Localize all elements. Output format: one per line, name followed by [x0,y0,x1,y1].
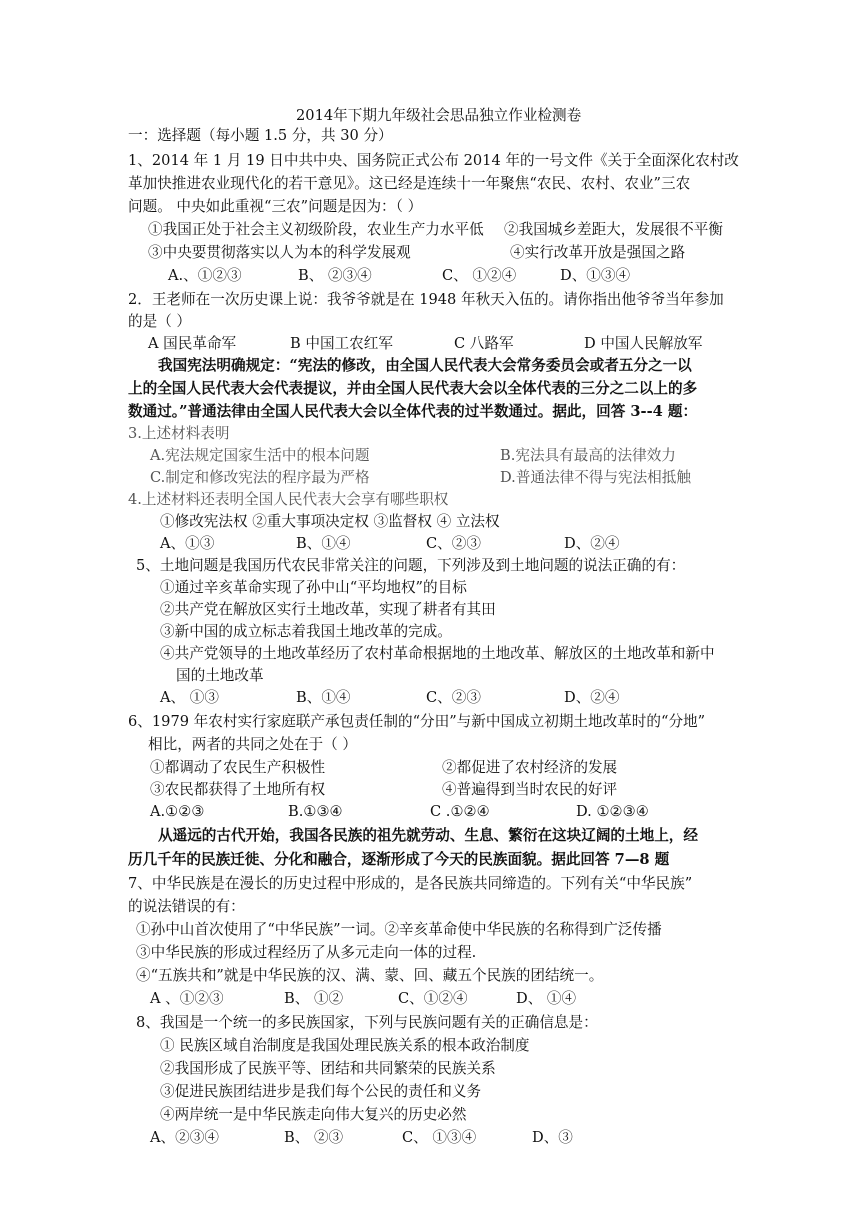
q8-statement-4: ④两岸统一是中华民族走向伟大复兴的历史必然 [160,1106,467,1123]
q4-stem: 4.上述材料还表明全国人民代表大会享有哪些职权 [128,491,449,508]
q6-stem-line2: 相比，两者的共同之处在于（ ） [148,736,357,753]
q2-option-d: D 中国人民解放军 [584,335,703,352]
q1-stem-line2: 革加快推进农业现代化的若干意见》。这已经是连续十一年聚焦“农民、农村、农业”三农 [128,175,691,192]
q4-option-d: D、②④ [564,535,620,552]
section-heading: 一：选择题（每小题 1.5 分，共 30 分） [128,127,393,144]
material2-line1: 从遥远的古代开始，我国各民族的祖先就劳动、生息、繁衍在这块辽阔的土地上，经 [158,827,698,844]
q2-option-b: B 中国工农红军 [290,335,393,352]
q5-statement-4a: ④共产党领导的土地改革经历了农村革命根据地的土地改革、解放区的土地改革和新中 [160,645,715,662]
q6-stem-line1: 6、1979 年农村实行家庭联产承包责任制的“分田”与新中国成立初期土地改革时的“分地” [128,713,706,730]
q7-option-b: B、 ①② [284,990,344,1007]
q7-option-a: A 、①②③ [150,990,224,1007]
q7-option-c: C、①②④ [398,990,468,1007]
q7-statement-2: ③中华民族的形成过程经历了从多元走向一体的过程. [136,944,477,961]
q6-option-b: B.①③④ [288,803,343,820]
q5-statement-2: ②共产党在解放区实行土地改革，实现了耕者有其田 [160,601,496,618]
q8-option-d: D、③ [532,1129,573,1146]
q7-stem-line1: 7、中华民族是在漫长的历史过程中形成的，是各民族共同缔造的。下列有关“中华民族” [128,875,693,892]
q3-option-a: A.宪法规定国家生活中的根本问题 [150,447,370,464]
q3-stem: 3.上述材料表明 [128,425,230,442]
q1-stem-line1: 1、2014 年 1 月 19 日中共中央、国务院正式公布 2014 年的一号文件《关于全面深化农村改 [128,152,739,169]
q3-option-d: D.普通法律不得与宪法相抵触 [500,469,691,486]
q5-statement-1: ①通过辛亥革命实现了孙中山“平均地权”的目标 [160,579,467,596]
q8-statement-3: ③促进民族团结进步是我们每个公民的责任和义务 [160,1083,482,1100]
q3-option-b: B.宪法具有最高的法律效力 [500,447,676,464]
q6-option-d: D. ①②③④ [576,803,649,820]
q3-option-c: C.制定和修改宪法的程序最为严格 [150,469,370,486]
q6-statement-4: ④普遍得到当时农民的好评 [442,781,618,798]
q6-statement-3: ③农民都获得了土地所有权 [150,781,326,798]
q5-statement-3: ③新中国的成立标志着我国土地改革的完成。 [160,623,452,640]
q2-option-a: A 国民革命军 [148,335,237,352]
q5-option-c: C、②③ [426,689,481,706]
q4-option-c: C、②③ [426,535,481,552]
q6-statement-2: ②都促进了农村经济的发展 [442,759,618,776]
q1-option-b: B、 ②③④ [298,267,372,284]
q7-stem-line2: 的说法错误的有： [128,898,245,915]
q1-option-a: A.、①②③ [168,267,242,284]
q7-option-d: D、 ①④ [516,990,577,1007]
q2-stem-line1: 2．王老师在一次历史课上说：我爷爷就是在 1948 年秋天入伍的。请你指出他爷爷当年参加 [128,291,724,308]
q5-option-a: A、 ①③ [160,689,219,706]
q5-statement-4b: 国的土地改革 [176,667,264,684]
material1-line2: 上的全国人民代表大会代表提议，并由全国人民代表大会以全体代表的三分之二以上的多 [128,380,698,397]
q7-statement-3: ④“五族共和”就是中华民族的汉、满、蒙、回、藏五个民族的团结统一。 [136,967,604,984]
q6-statement-1: ①都调动了农民生产积极性 [150,759,326,776]
q1-statement-1: ①我国正处于社会主义初级阶段，农业生产力水平低 [148,221,484,238]
q1-option-c: C、 ①②④ [442,267,517,284]
material1-line3: 数通过。”普通法律由全国人民代表大会以全体代表的过半数通过。据此，回答 3--4 题： [128,403,698,420]
q8-statement-2: ②我国形成了民族平等、团结和共同繁荣的民族关系 [160,1060,496,1077]
page-title: 2014年下期九年级社会思品独立作业检测卷 [296,107,582,124]
q1-option-d: D、①③④ [560,267,631,284]
q2-stem-line2: 的是（ ） [128,313,192,330]
q4-option-b: B、①④ [296,535,351,552]
q1-statement-2: ②我国城乡差距大，发展很不平衡 [504,221,723,238]
q4-statements: ①修改宪法权 ②重大事项决定权 ③监督权 ④ 立法权 [160,513,500,530]
q6-option-c: C .①②④ [430,803,490,820]
q8-option-a: A、②③④ [150,1129,219,1146]
q8-statement-1: ① 民族区域自治制度是我国处理民族关系的根本政治制度 [160,1037,530,1054]
q5-option-d: D、②④ [564,689,620,706]
q5-option-b: B、①④ [296,689,351,706]
q7-statement-1: ①孙中山首次使用了“中华民族”一词。②辛亥革命使中华民族的名称得到广泛传播 [136,921,662,938]
material1-line1: 我国宪法明确规定：“宪法的修改，由全国人民代表大会常务委员会或者五分之一以 [158,357,692,374]
q8-stem: 8、我国是一个统一的多民族国家，下列与民族问题有关的正确信息是： [136,1014,598,1031]
q1-stem-line3: 问题。 中央如此重视“三农”问题是因为：（ ） [128,198,423,215]
q8-option-b: B、 ②③ [284,1129,344,1146]
q4-option-a: A、①③ [160,535,215,552]
q6-option-a: A.①②③ [150,803,205,820]
q2-option-c: C 八路军 [454,335,514,352]
q8-option-c: C、 ①③④ [402,1129,477,1146]
q5-stem: 5、土地问题是我国历代农民非常关注的问题，下列涉及到土地问题的说法正确的有： [136,557,686,574]
material2-line2: 历几千年的民族迁徙、分化和融合，逐渐形成了今天的民族面貌。据此回答 7—8 题 [128,851,670,868]
q1-statement-4: ④实行改革开放是强国之路 [510,244,686,261]
q1-statement-3: ③中央要贯彻落实以人为本的科学发展观 [148,244,411,261]
